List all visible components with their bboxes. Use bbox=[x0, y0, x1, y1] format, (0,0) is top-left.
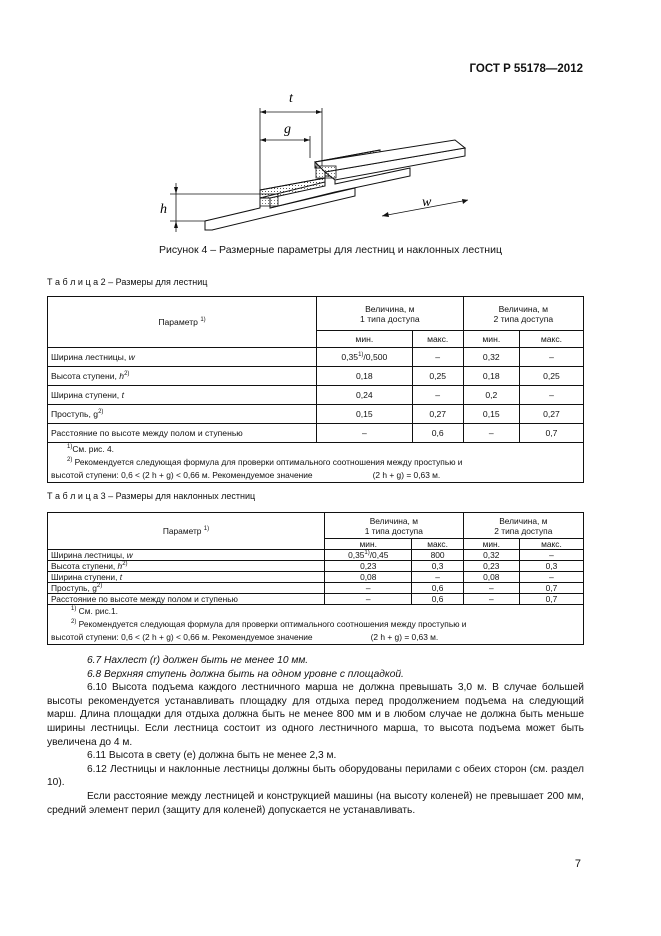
table3-title: Т а б л и ц а 3 – Размеры для наклонных лестниц bbox=[47, 491, 256, 501]
table-row: Расстояние по высоте между полом и ступенью – 0,6 – 0,7 bbox=[48, 424, 584, 443]
param-header: Параметр $^{1)}$ bbox=[48, 297, 317, 348]
clause-6-8: 6.8 Верхняя ступень должна быть на одном уровне с площадкой. bbox=[87, 668, 404, 680]
table3: Параметр $^{1)}$ Величина, м 1 типа доступа Величина, м 2 типа доступа мин. макс. мин. макс. Ширина лестницы, w 0,35$^{1)}$/0,45 800 0,32 – Высота ступени, $h^{2)}$ 0,23 0,3 0,23 0,3 Ширина ступени, t 0,08 – 0,08 – Проступь, $g^{2)}$ – 0,6 – 0,7 Расстояние по высоте между полом и ступенью – 0,6 – 0,7 $^{1)}$ См. рис.1. $^{2)}$ Рекомендуется следующая формула для проверки оптимального соотношения между проступью и высотой ступени: 0,6 < (2 h + g) < 0,66 м. Рекомендуемое значение (2 h + g) = 0,63 м. bbox=[47, 512, 584, 645]
clause-6-7: 6.7 Нахлест (r) должен быть не менее 10 мм. bbox=[87, 655, 309, 666]
body-text bbox=[47, 654, 584, 817]
clause-6-12-note: Если расстояние между лестницей и конструкцией машины (на высоту коленей) не превышает 200 мм, средний элемент перил (защиту для коленей) допускается не устанавливать. bbox=[47, 790, 584, 816]
table-row: Ширина ступени, t 0,24 – 0,2 – bbox=[48, 386, 584, 405]
group1-header: Величина, м 1 типа доступа bbox=[317, 297, 464, 331]
label-t: t bbox=[289, 91, 293, 106]
param-header: Параметр $^{1)}$ bbox=[48, 513, 325, 550]
table2: Параметр $^{1)}$ Величина, м 1 типа доступа Величина, м 2 типа доступа мин. макс. мин. макс. Ширина лестницы, w 0,35$^{1)}$/0,500 – 0,32 – Высота ступени, $h^{2)}$ 0,18 0,25 0,18 0,25 Ширина ступени, t 0,24 – 0,2 – Проступь, $g^{2)}$ 0,15 0,27 0,15 0,27 Расстояние по высоте между полом и ступенью – 0,6 – 0,7 $^{1)}$См. рис. 4. $^{2)}$ Рекомендуется следующая формула для проверки оптимального соотношения между проступью и высотой ступени: 0,6 < (2 h + g) < 0,66 м. Рекомендуемое значение (2 h + g) = 0,63 м. bbox=[47, 296, 584, 483]
figure-caption: Рисунок 4 – Размерные параметры для лестниц и наклонных лестниц bbox=[159, 244, 502, 256]
label-h: h bbox=[160, 202, 167, 217]
label-g: g bbox=[284, 122, 291, 137]
table-row: Ширина ступени, t 0,08 – 0,08 – bbox=[48, 572, 584, 583]
table-row: Проступь, $g^{2)}$ – 0,6 – 0,7 bbox=[48, 583, 584, 594]
table-row: Ширина лестницы, w 0,35$^{1)}$/0,45 800 0,32 – bbox=[48, 550, 584, 561]
group1-header: Величина, м 1 типа доступа bbox=[325, 513, 464, 539]
group2-header: Величина, м 2 типа доступа bbox=[463, 513, 583, 539]
table-row: Проступь, $g^{2)}$ 0,15 0,27 0,15 0,27 bbox=[48, 405, 584, 424]
table-row: Высота ступени, $h^{2)}$ 0,23 0,3 0,23 0,3 bbox=[48, 561, 584, 572]
document-header: ГОСТ Р 55178—2012 bbox=[469, 63, 583, 75]
clause-6-12: 6.12 Лестницы и наклонные лестницы должны быть оборудованы перилами с обеих сторон (см. раздел 10). bbox=[47, 763, 584, 789]
table-row: Ширина лестницы, w 0,35$^{1)}$/0,500 – 0,32 – bbox=[48, 348, 584, 367]
table-notes: $^{1)}$См. рис. 4. $^{2)}$ Рекомендуется следующая формула для проверки оптимального соотношения между проступью и высотой ступени: 0,6 < (2 h + g) < 0,66 м. Рекомендуемое значение (2 h + g) = 0,63 м. bbox=[48, 443, 584, 483]
stair-dimensions-diagram bbox=[150, 88, 480, 238]
table2-title: Т а б л и ц а 2 – Размеры для лестниц bbox=[47, 277, 208, 287]
table-row: Высота ступени, $h^{2)}$ 0,18 0,25 0,18 0,25 bbox=[48, 367, 584, 386]
mid-tread bbox=[260, 194, 278, 206]
page-number: 7 bbox=[574, 858, 581, 870]
label-w: w bbox=[422, 195, 432, 210]
table-notes: $^{1)}$ См. рис.1. $^{2)}$ Рекомендуется следующая формула для проверки оптимального соотношения между проступью и высотой ступени: 0,6 < (2 h + g) < 0,66 м. Рекомендуемое значение (2 h + g) = 0,63 м. bbox=[48, 605, 584, 645]
top-tread bbox=[316, 166, 336, 178]
clause-6-10: 6.10 Высота подъема каждого лестничного марша не должна превышать 3,0 м. В случае большей высоты рекомендуется устанавливать площадку для отдыха перед продолжением подъема на следующий марш. Длина площадки для отдыха должна быть не менее 800 мм и в любом случае не должна быть меньше ширины лестницы. Если лестница состоит из одного лестничного марша, то высота подъема может быть увеличена до 4 м. bbox=[47, 682, 584, 748]
table-row: Расстояние по высоте между полом и ступенью – 0,6 – 0,7 bbox=[48, 594, 584, 605]
group2-header: Величина, м 2 типа доступа bbox=[463, 297, 583, 331]
clause-6-11: 6.11 Высота в свету (е) должна быть не менее 2,3 м. bbox=[87, 750, 337, 762]
